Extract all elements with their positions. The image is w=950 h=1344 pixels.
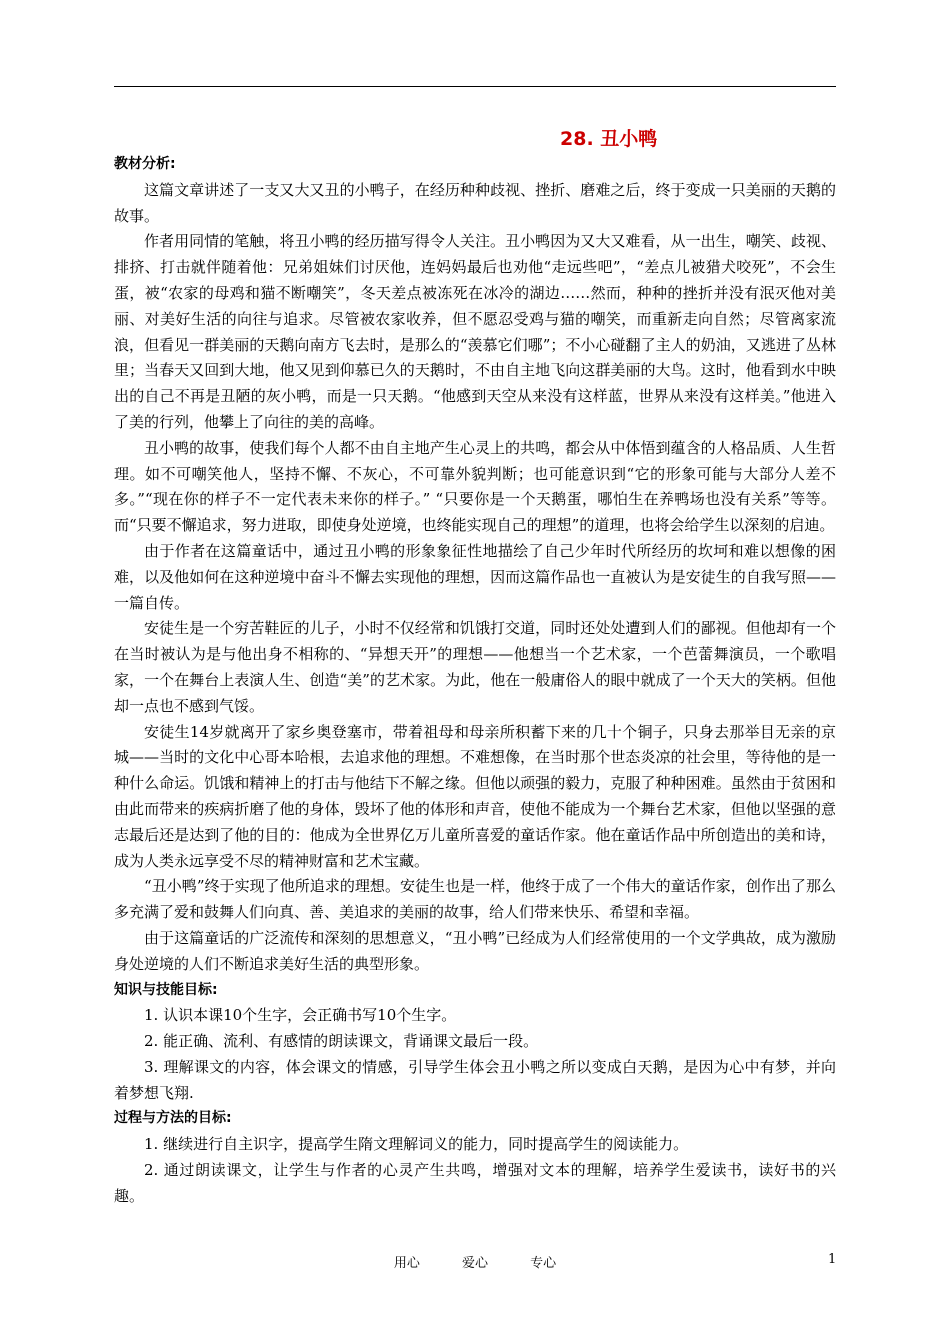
page-title: 28. 丑小鸭 bbox=[560, 128, 658, 150]
paragraph: 这篇文章讲述了一支又大又丑的小鸭子，在经历种种歧视、挫折、磨难之后，终于变成一只美丽的天鹅的故事。 bbox=[114, 180, 836, 225]
section-heading: 教材分析: bbox=[114, 156, 176, 172]
paragraph: “丑小鸭”终于实现了他所追求的理想。安徒生也是一样，他终于成了一个伟大的童话作家，创作出了那么多充满了爱和鼓舞人们向真、善、美追求的美丽的故事，给人们带来快乐、希望和幸福。 bbox=[114, 877, 836, 922]
footer-text: 爱心 bbox=[461, 1256, 488, 1271]
paragraph: 安徒生是一个穷苦鞋匠的儿子，小时不仅经常和饥饿打交道，同时还处处遭到人们的鄙视。但他却有一个在当时被认为是与他出身不相称的、“异想天开”的理想——他想当一个艺术家，一个芭蕾舞演员，一个歌唱家，一个在舞台上表演人生、创造“美”的艺术家。为此，他在一般庸俗人的眼中就成了一个天大的笑柄。但他却一点也不感到气馁。 bbox=[114, 619, 836, 715]
paragraph: 作者用同情的笔触，将丑小鸭的经历描写得令人关注。丑小鸭因为又大又难看，从一出生，嘲笑、歧视、排挤、打击就伴随着他：兄弟姐妹们讨厌他，连妈妈最后也劝他“走远些吧”，“差点儿被猎犬咬死”，不会生蛋，被“农家的母鸡和猫不断嘲笑”，冬天差点被冻死在冰冷的湖边……然而，种种的挫折并没有泯灭他对美丽、对美好生活的向往与追求。尽管被农家收养，但不愿忍受鸡与猫的嘲笑，而重新走向自然；尽管离家流浪，但看见一群美丽的天鹅向南方飞去时，是那么的“羡慕它们哪”；不小心碰翻了主人的奶油，又逃进了丛林里；当春天又回到大地，他又见到仰慕已久的天鹅时，不由自主地飞向这群美丽的大鸟。这时，他看到水中映出的自己不再是丑陋的灰小鸭，而是一只天鹅。“他感到天空从来没有这样蓝，世界从来没有这样美。”他进入了美的行列，他攀上了向往的美的高峰。 bbox=[114, 232, 836, 431]
footer-text: 用心 bbox=[393, 1256, 420, 1271]
paragraph: 由于作者在这篇童话中，通过丑小鸭的形象象征性地描绘了自己少年时代所经历的坎坷和难以想像的困难，以及他如何在这种逆境中奋斗不懈去实现他的理想，因而这篇作品也一直被认为是安徒生的自我写照——一篇自传。 bbox=[114, 541, 836, 612]
list-item: 2. 通过朗读课文，让学生与作者的心灵产生共鸣，增强对文本的理解，培养学生爱读书，读好书的兴趣。 bbox=[114, 1161, 836, 1205]
page-footer bbox=[0, 1252, 950, 1271]
section-textbook-analysis bbox=[114, 152, 836, 978]
paragraph: 安徒生14岁就离开了家乡奥登塞市，带着祖母和母亲所积蓄下来的几十个铜子，只身去那举目无亲的京城——当时的文化中心哥本哈根，去追求他的理想。不难想像，在当时那个世态炎凉的社会里，等待他的是一种什么命运。饥饿和精神上的打击与他结下不解之缘。但他以顽强的毅力，克服了种种困难。虽然由于贫困和由此而带来的疾病折磨了他的身体，毁坏了他的体形和声音，使他不能成为一个舞台艺术家，但他以坚强的意志最后还是达到了他的目的：他成为全世界亿万儿童所喜爱的童话作家。他在童话作品中所创造出的美和诗，成为人类永远享受不尽的精神财富和艺术宝藏。 bbox=[114, 722, 836, 870]
section-process-method-goals bbox=[114, 1106, 836, 1209]
section-heading: 过程与方法的目标: bbox=[114, 1110, 232, 1127]
header-rule bbox=[114, 86, 836, 87]
document-body bbox=[114, 152, 836, 1210]
list-item: 1. 认识本课10个生字，会正确书写10个生字。 bbox=[144, 1006, 457, 1025]
paragraph: 由于这篇童话的广泛流传和深刻的思想意义，“丑小鸭”已经成为人们经常使用的一个文学典故，成为激励身处逆境的人们不断追求美好生活的典型形象。 bbox=[114, 928, 836, 973]
list-item: 2. 能正确、流利、有感情的朗读课文，背诵课文最后一段。 bbox=[144, 1032, 539, 1051]
section-heading: 知识与技能目标: bbox=[114, 981, 218, 998]
paragraph: 丑小鸭的故事，使我们每个人都不由自主地产生心灵上的共鸣，都会从中体悟到蕴含的人格品质、人生哲理。如不可嘲笑他人，坚持不懈、不灰心，不可靠外貌判断；也可能意识到“它的形象可能与大部分人差不多。”“现在你的样子不一定代表未来你的样子。” “只要你是一个天鹅蛋，哪怕生在养鸭场也没有关系”等等。而“只要不懈追求，努力进取，即使身处逆境，也终能实现自己的理想”的道理，也将会给学生以深刻的启迪。 bbox=[114, 438, 836, 535]
footer-text: 专心 bbox=[530, 1256, 557, 1271]
list-item: 3. 理解课文的内容，体会课文的情感，引导学生体会丑小鸭之所以变成白天鹅，是因为心中有梦，并向着梦想飞翔. bbox=[114, 1057, 836, 1102]
page-number: 1 bbox=[828, 1252, 837, 1267]
list-item: 1. 继续进行自主识字，提高学生隋文理解词义的能力，同时提高学生的阅读能力。 bbox=[144, 1135, 689, 1154]
section-knowledge-skill-goals bbox=[114, 978, 836, 1107]
